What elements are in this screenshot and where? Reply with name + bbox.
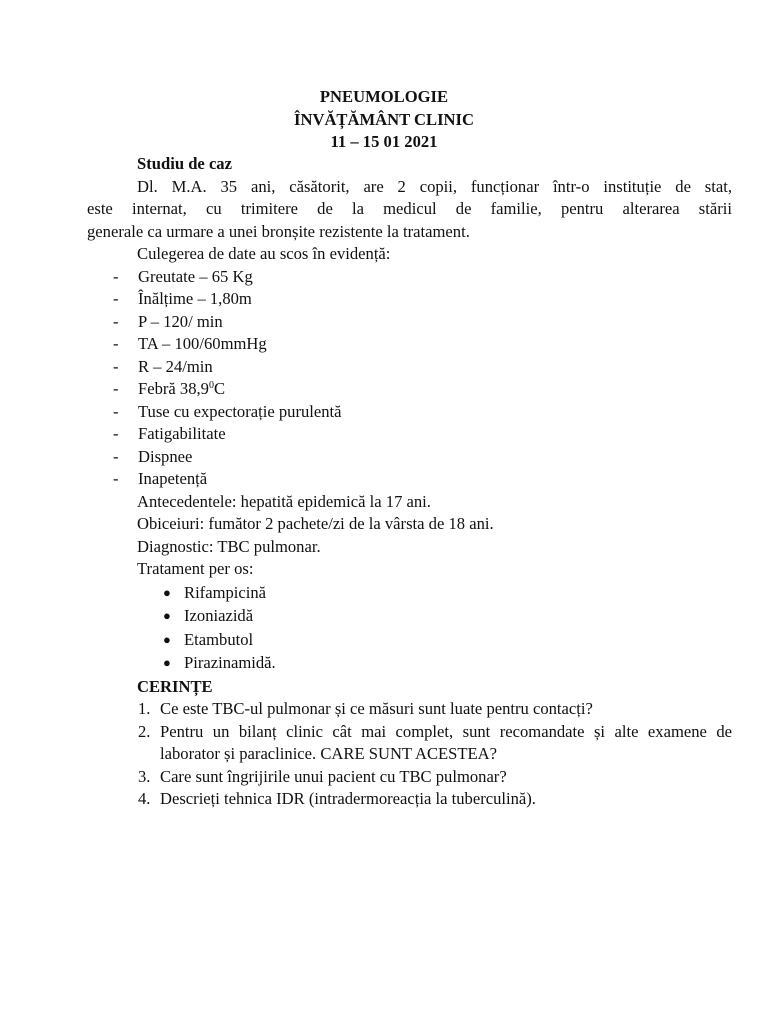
data-intro: Culegerea de date au scos în evidență: (137, 244, 391, 263)
drug-item (87, 629, 732, 653)
requirement-text: Ce este TBC-ul pulmonar și ce măsuri sunt luate pentru contacți? (160, 699, 593, 718)
findings-list (87, 266, 732, 491)
finding-text: Tuse cu expectorație purulentă (138, 401, 342, 421)
dash-marker: - (113, 289, 119, 308)
requirement-number: 1. (138, 699, 151, 718)
antecedents-line: Antecedentele: hepatită epidemică la 17 ani. (137, 491, 431, 511)
drug-name: Rifampicină (184, 582, 267, 602)
drug-name: Etambutol (184, 629, 254, 649)
requirement-item (87, 698, 732, 721)
finding-text (138, 378, 225, 401)
finding-item (87, 468, 732, 491)
dash-marker: - (113, 334, 119, 353)
finding-text: P – 120/ min (138, 311, 223, 331)
requirement-item (87, 721, 732, 766)
dash-marker: - (113, 446, 119, 466)
requirement-text: Care sunt îngrijirile unui pacient cu TBC pulmonar? (160, 766, 507, 786)
requirement-number: 3. (138, 766, 151, 786)
finding-text: Greutate – 65 Kg (138, 266, 253, 286)
fever-unit: C (213, 379, 226, 398)
bullet-marker: ● (163, 584, 171, 600)
finding-text: Fatigabilitate (138, 424, 226, 443)
requirement-number: 4. (138, 789, 151, 808)
degree-superscript: 0 (208, 380, 214, 391)
finding-item (87, 311, 732, 334)
drug-item (87, 582, 732, 606)
dash-marker: - (113, 401, 119, 421)
intro-line-2: este internat, cu trimitere de la medicul de familie, pentru alterarea stării (87, 199, 732, 218)
finding-item (87, 446, 732, 469)
dash-marker: - (113, 424, 119, 443)
fever-value: Febră 38,9 (138, 379, 209, 398)
dash-marker: - (113, 356, 119, 376)
finding-item (87, 288, 732, 311)
dash-marker: - (113, 379, 119, 398)
finding-item (87, 266, 732, 289)
drug-name: Pirazinamidă. (184, 653, 276, 672)
finding-text: Dispnee (138, 446, 193, 466)
habits-line: Obiceiuri: fumător 2 pachete/zi de la vârsta de 18 ani. (137, 514, 494, 533)
bullet-marker: ● (163, 608, 171, 623)
dash-marker: - (113, 266, 119, 286)
subject-title: PNEUMOLOGIE (319, 87, 449, 106)
requirement-number: 2. (138, 721, 151, 741)
requirements-title: CERINȚE (137, 676, 213, 696)
finding-item (87, 401, 732, 424)
finding-text: Inapetență (138, 469, 208, 488)
intro-line-3: generale ca urmare a unei bronșite rezistente la tratament. (87, 221, 470, 241)
bullet-marker: ● (163, 631, 171, 647)
drug-item (87, 652, 732, 676)
finding-item (87, 356, 732, 379)
document-header (0, 86, 768, 154)
requirement-item (87, 766, 732, 789)
finding-item-fever (87, 378, 732, 401)
case-title: Studiu de caz (137, 154, 232, 173)
finding-item (87, 423, 732, 446)
document-body (87, 153, 732, 811)
finding-item (87, 333, 732, 356)
intro-line-1: Dl. M.A. 35 ani, căsătorit, are 2 copii, funcționar într-o instituție de stat, (137, 176, 732, 196)
bullet-marker: ● (163, 655, 171, 670)
course-title: ÎNVĂȚĂMÂNT CLINIC (294, 109, 474, 129)
treatment-intro: Tratament per os: (137, 559, 254, 578)
requirement-item (87, 788, 732, 811)
requirement-text: Pentru un bilanț clinic cât mai complet, sunt recomandate și alte examene de laborator și paraclinice. CARE SUNT ACESTEA? (160, 721, 732, 763)
dash-marker: - (113, 469, 119, 488)
requirement-text: Descrieți tehnica IDR (intradermoreacția la tuberculină). (160, 789, 536, 808)
finding-text: Înălțime – 1,80m (138, 289, 252, 308)
drug-list (87, 582, 732, 676)
dash-marker: - (113, 311, 119, 331)
date-range: 11 – 15 01 2021 (330, 132, 438, 151)
finding-text: R – 24/min (138, 356, 213, 376)
diagnosis-line: Diagnostic: TBC pulmonar. (137, 536, 321, 556)
finding-text: TA – 100/60mmHg (138, 334, 267, 353)
drug-item (87, 605, 732, 629)
drug-name: Izoniazidă (184, 606, 254, 625)
requirements-list (87, 698, 732, 811)
